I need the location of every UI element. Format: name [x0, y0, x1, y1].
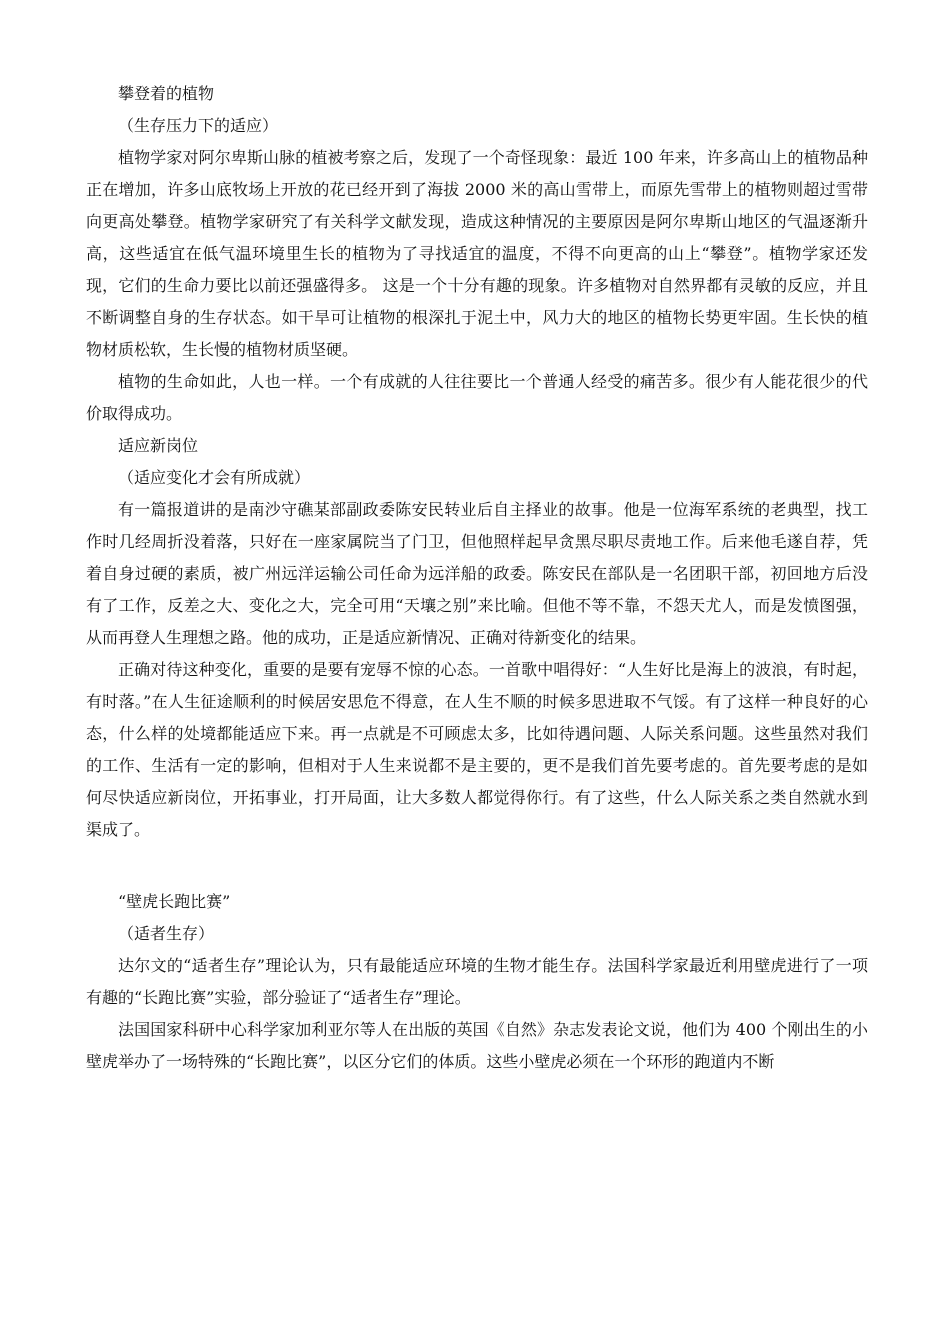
paragraph: 达尔文的“适者生存”理论认为，只有最能适应环境的生物才能生存。法国科学家最近利用壁虎进行了一项有趣的“长跑比赛”实验，部分验证了“适者生存”理论。 [86, 956, 868, 1007]
section-title: 攀登着的植物 [118, 84, 215, 103]
paragraph: 法国国家科研中心科学家加利亚尔等人在出版的英国《自然》杂志发表论文说，他们为 400 个刚出生的小壁虎举办了一场特殊的“长跑比赛”，以区分它们的体质。这些小壁虎必须在一个环形的跑道内不断 [86, 1020, 868, 1071]
section-title: 适应新岗位 [118, 436, 199, 455]
section-subtitle: （生存压力下的适应） [118, 116, 279, 135]
paragraph: 植物学家对阿尔卑斯山脉的植被考察之后，发现了一个奇怪现象：最近 100 年来，许多高山上的植物品种正在增加，许多山底牧场上开放的花已经开到了海拔 2000 米的高山雪带上，而原先雪带上的植物则超过雪带向更高处攀登。植物学家研究了有关科学文献发现，造成这种情况的主要原因是阿尔卑斯山地区的气温逐渐升高，这些适宜在低气温环境里生长的植物为了寻找适宜的温度，不得不向更高的山上“攀登”。植物学家还发现，它们的生命力要比以前还强盛得多。 这是一个十分有趣的现象。许多植物对自然界都有灵敏的反应，并且不断调整自身的生存状态。如干旱可让植物的根深扎于泥土中，风力大的地区的植物长势更牢固。生长快的植物材质松软，生长慢的植物材质坚硬。 [86, 148, 868, 359]
paragraph: 有一篇报道讲的是南沙守礁某部副政委陈安民转业后自主择业的故事。他是一位海军系统的老典型，找工作时几经周折没着落，只好在一座家属院当了门卫，但他照样起早贪黑尽职尽责地工作。后来他毛遂自荐，凭着自身过硬的素质，被广州远洋运输公司任命为远洋船的政委。陈安民在部队是一名团职干部，初回地方后没有了工作，反差之大、变化之大，完全可用“天壤之别”来比喻。但他不等不靠，不怨天尤人，而是发愤图强，从而再登人生理想之路。他的成功，正是适应新情况、正确对待新变化的结果。 [86, 500, 868, 647]
paragraph: 植物的生命如此，人也一样。一个有成就的人往往要比一个普通人经受的痛苦多。很少有人能花很少的代价取得成功。 [86, 372, 868, 423]
paragraph: 正确对待这种变化，重要的是要有宠辱不惊的心态。一首歌中唱得好：“人生好比是海上的波浪，有时起，有时落。”在人生征途顺利的时候居安思危不得意，在人生不顺的时候多思进取不气馁。有了这样一种良好的心态，什么样的处境都能适应下来。再一点就是不可顾虑太多，比如待遇问题、人际关系问题。这些虽然对我们的工作、生活有一定的影响，但相对于人生来说都不是主要的，更不是我们首先要考虑的。首先要考虑的是如何尽快适应新岗位，开拓事业，打开局面，让大多数人都觉得你行。有了这些，什么人际关系之类自然就水到渠成了。 [86, 660, 868, 839]
section-spacer [86, 846, 868, 886]
section-climbing-plants [86, 78, 868, 430]
section-title: “壁虎长跑比赛” [118, 892, 231, 911]
document-page [86, 78, 868, 1078]
section-gecko-race [86, 886, 868, 1078]
section-subtitle: （适应变化才会有所成就） [118, 468, 311, 487]
section-subtitle: （适者生存） [118, 924, 215, 943]
section-new-post [86, 430, 868, 846]
